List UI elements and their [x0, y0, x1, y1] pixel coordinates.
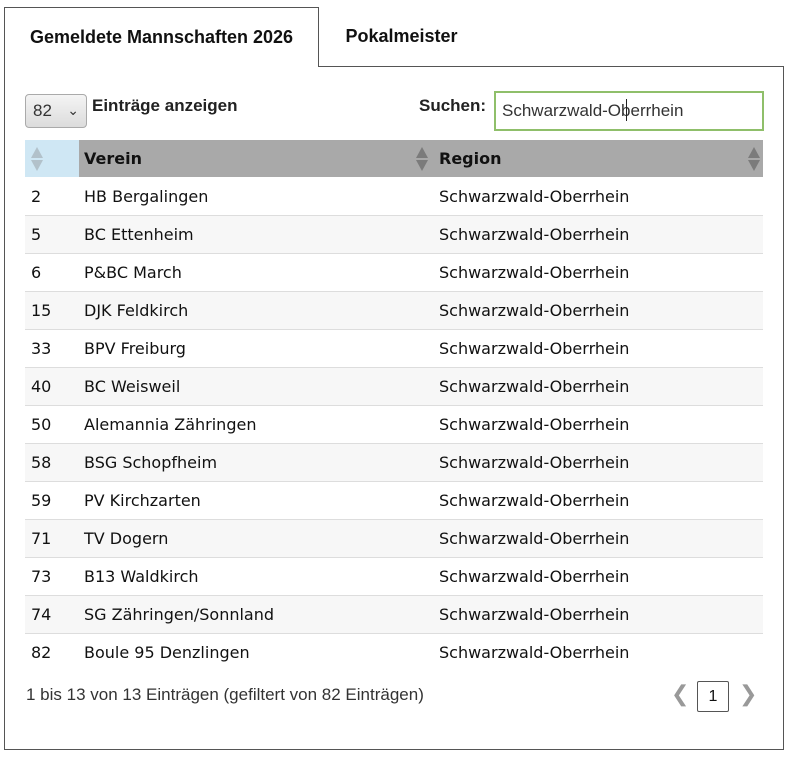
search-label: Suchen:: [419, 96, 487, 115]
cell-verein: PV Kirchzarten: [84, 491, 201, 510]
table-row: [25, 330, 763, 368]
table-row: [25, 482, 763, 520]
cell-nr: 74: [31, 605, 52, 624]
cell-verein: DJK Feldkirch: [84, 301, 189, 320]
sort-icon: [416, 147, 428, 171]
cell-region: Schwarzwald-Oberrhein: [439, 339, 630, 358]
table-header: [25, 140, 763, 177]
table-row: [25, 444, 763, 482]
cell-region: Schwarzwald-Oberrhein: [439, 605, 630, 624]
cell-region: Schwarzwald-Oberrhein: [439, 453, 630, 472]
cell-verein: SG Zähringen/Sonnland: [84, 605, 275, 624]
cell-verein: BC Ettenheim: [84, 225, 194, 244]
cell-region: Schwarzwald-Oberrhein: [439, 225, 630, 244]
cell-verein: P&BC March: [84, 263, 182, 282]
cell-nr: 59: [31, 491, 52, 510]
table-row: [25, 406, 763, 444]
table-row: [25, 634, 763, 672]
cell-region: Schwarzwald-Oberrhein: [439, 529, 630, 548]
cell-nr: 50: [31, 415, 52, 434]
cell-region: Schwarzwald-Oberrhein: [439, 567, 630, 586]
cell-verein: HB Bergalingen: [84, 187, 209, 206]
cell-verein: BSG Schopfheim: [84, 453, 218, 472]
cell-nr: 71: [31, 529, 52, 548]
search-input[interactable]: [494, 91, 764, 131]
table-row: [25, 596, 763, 634]
cell-verein: TV Dogern: [84, 529, 169, 548]
cell-region: Schwarzwald-Oberrhein: [439, 643, 630, 662]
tab-pokalmeister[interactable]: Pokalmeister: [345, 26, 458, 46]
cell-region: Schwarzwald-Oberrhein: [439, 415, 630, 434]
cell-region: Schwarzwald-Oberrhein: [439, 187, 630, 206]
table-row: [25, 292, 763, 330]
cell-nr: 15: [31, 301, 52, 320]
cell-nr: 82: [31, 643, 52, 662]
table-body: [25, 178, 763, 672]
cell-region: Schwarzwald-Oberrhein: [439, 301, 630, 320]
column-header-region[interactable]: [434, 140, 763, 177]
sort-icon: [31, 147, 43, 171]
previous-page-icon[interactable]: ❮: [671, 682, 690, 707]
cell-verein: Alemannia Zähringen: [84, 415, 257, 434]
cell-verein: BC Weisweil: [84, 377, 181, 396]
cell-region: Schwarzwald-Oberrhein: [439, 491, 630, 510]
table-row: [25, 178, 763, 216]
chevron-down-icon: ⌄: [67, 102, 79, 118]
table-info: 1 bis 13 von 13 Einträgen (gefiltert von 82 Einträgen): [26, 685, 424, 704]
cell-nr: 73: [31, 567, 52, 586]
cell-nr: 58: [31, 453, 52, 472]
cell-nr: 40: [31, 377, 52, 396]
cell-region: Schwarzwald-Oberrhein: [439, 377, 630, 396]
entries-length-value: 82: [33, 101, 52, 120]
cell-nr: 2: [31, 187, 42, 206]
tab-bar: [0, 0, 786, 67]
cell-region: Schwarzwald-Oberrhein: [439, 263, 630, 282]
text-cursor: [626, 99, 627, 121]
cell-verein: B13 Waldkirch: [84, 567, 199, 586]
cell-nr: 6: [31, 263, 42, 282]
cell-nr: 5: [31, 225, 42, 244]
sort-icon: [748, 147, 760, 171]
column-header-verein-label: Verein: [84, 149, 142, 168]
table-row: [25, 558, 763, 596]
table-row: [25, 254, 763, 292]
cell-nr: 33: [31, 339, 52, 358]
column-header-region-label: Region: [439, 149, 502, 168]
cell-verein: BPV Freiburg: [84, 339, 186, 358]
column-header-nr[interactable]: [25, 140, 79, 177]
page-button-current[interactable]: 1: [697, 681, 729, 712]
table-row: [25, 216, 763, 254]
cell-verein: Boule 95 Denzlingen: [84, 643, 250, 662]
tab-gemeldete-mannschaften[interactable]: Gemeldete Mannschaften 2026: [4, 7, 319, 67]
column-header-verein[interactable]: [79, 140, 434, 177]
entries-length-label: Einträge anzeigen: [92, 96, 238, 115]
next-page-icon[interactable]: ❯: [739, 682, 758, 707]
table-row: [25, 520, 763, 558]
entries-length-select[interactable]: [25, 94, 87, 128]
table-row: [25, 368, 763, 406]
